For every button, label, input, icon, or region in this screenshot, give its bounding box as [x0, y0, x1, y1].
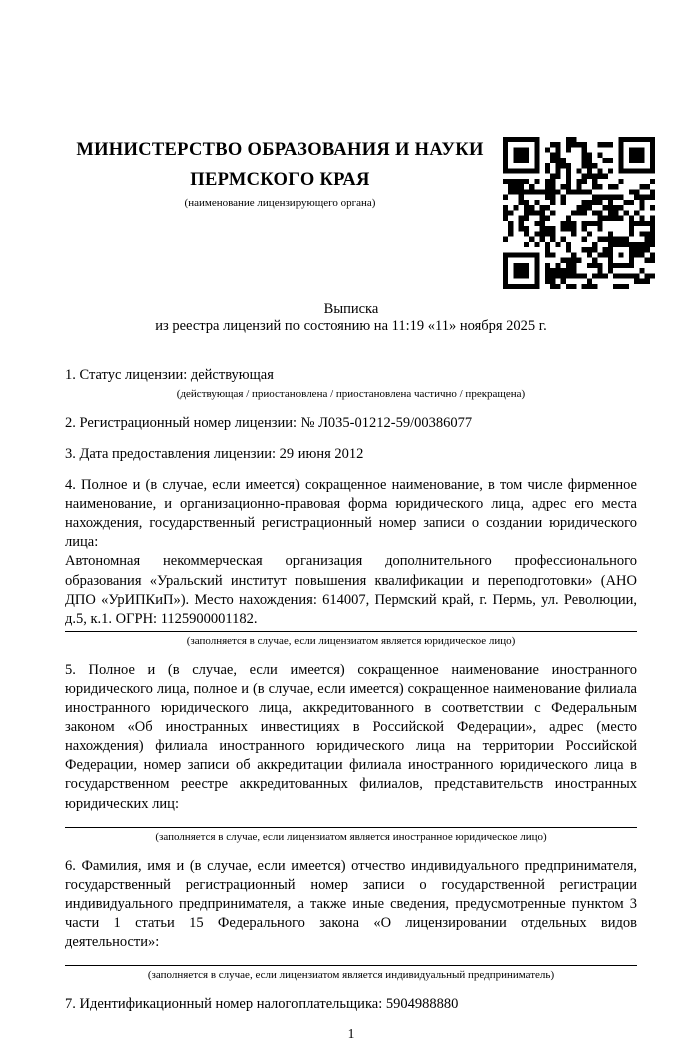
qr-code-icon [503, 137, 655, 289]
ministry-name-line2: ПЕРМСКОГО КРАЯ [190, 170, 370, 190]
items-list [65, 366, 637, 1014]
entrepreneur-label: 6. Фамилия, имя и (в случае, если имеется) отчество индивидуального предпринимателя, государственный регистрационный номер записи о государственной регистрации индивидуального предпринимателя, а также иные сведения, предусмотренные пунктом 3 части 1 статьи 15 Федерального закона «О лицензировании отдельных видов деятельности»: [65, 857, 637, 950]
foreign-entity-label: 5. Полное и (в случае, если имеется) сокращенное наименование иностранного юридического лица, полное и (в случае, если имеется) сокращенное наименование филиала иностранного юридического лица, аккредитованного в соответствии с Федеральным законом «Об иностранных инвестициях в Российской Федерации», адрес (место нахождения) филиала иностранного юридического лица на территории Российской Федерации, номер записи об аккредитации филиала иностранного юридического лица в государственном реестре аккредитованных филиалов, представительств иностранных юридических лиц: [65, 661, 637, 812]
item-foreign-entity-info [65, 661, 637, 845]
fill-line [65, 827, 637, 828]
license-status-text: 1. Статус лицензии: действующая [65, 366, 274, 383]
legal-entity-caption: (заполняется в случае, если лицензиатом является юридическое лицо) [186, 634, 516, 647]
fill-line [65, 631, 637, 632]
ministry-caption: (наименование лицензирующего органа) [184, 197, 376, 209]
item-registration-number [65, 414, 637, 433]
taxpayer-number-text: 7. Идентификационный номер налогоплательщика: 5904988880 [65, 996, 459, 1013]
document-header [65, 135, 637, 211]
item-legal-entity-info [65, 476, 637, 649]
legal-entity-value: Автономная некоммерческая организация дополнительного профессионального образования «Уральский институт повышения квалификации и переподготовки» (АНО ДПО «УрИПКиП»). Место нахождения: 614007, Пермский край, г. Пермь, ул. Революции, д.5, к.1. ОГРН: 1125900001182. [65, 553, 637, 627]
registration-number-text: 2. Регистрационный номер лицензии: № Л035-01212-59/00386077 [65, 414, 473, 431]
entrepreneur-caption: (заполняется в случае, если лицензиатом является индивидуальный предприниматель) [147, 969, 555, 982]
title-line1: Выписка [323, 301, 379, 317]
title-line2: из реестра лицензий по состоянию на 11:19 «11» ноября 2025 г. [155, 318, 547, 335]
license-status-options-caption: (действующая / приостановлена / приостановлена частично / прекращена) [176, 387, 526, 400]
item-taxpayer-number [65, 995, 637, 1014]
ministry-name-line1: МИНИСТЕРСТВО ОБРАЗОВАНИЯ И НАУКИ [76, 140, 484, 160]
item-entrepreneur-info [65, 857, 637, 983]
grant-date-text: 3. Дата предоставления лицензии: 29 июня 2012 [65, 446, 364, 462]
item-grant-date [65, 445, 637, 464]
foreign-entity-caption: (заполняется в случае, если лицензиатом является иностранное юридическое лицо) [155, 830, 547, 843]
document-title [65, 301, 637, 336]
page-number: 1 [347, 1026, 355, 1042]
item-license-status [65, 366, 637, 402]
legal-entity-label: 4. Полное и (в случае, если имеется) сокращенное наименование, в том числе фирменное наименование, и организационно-правовая форма юридического лица, адрес его места нахождения, государственный регистрационный номер записи о создании юридического лица: [65, 477, 637, 551]
fill-line [65, 965, 637, 966]
licensing-authority [65, 135, 495, 211]
